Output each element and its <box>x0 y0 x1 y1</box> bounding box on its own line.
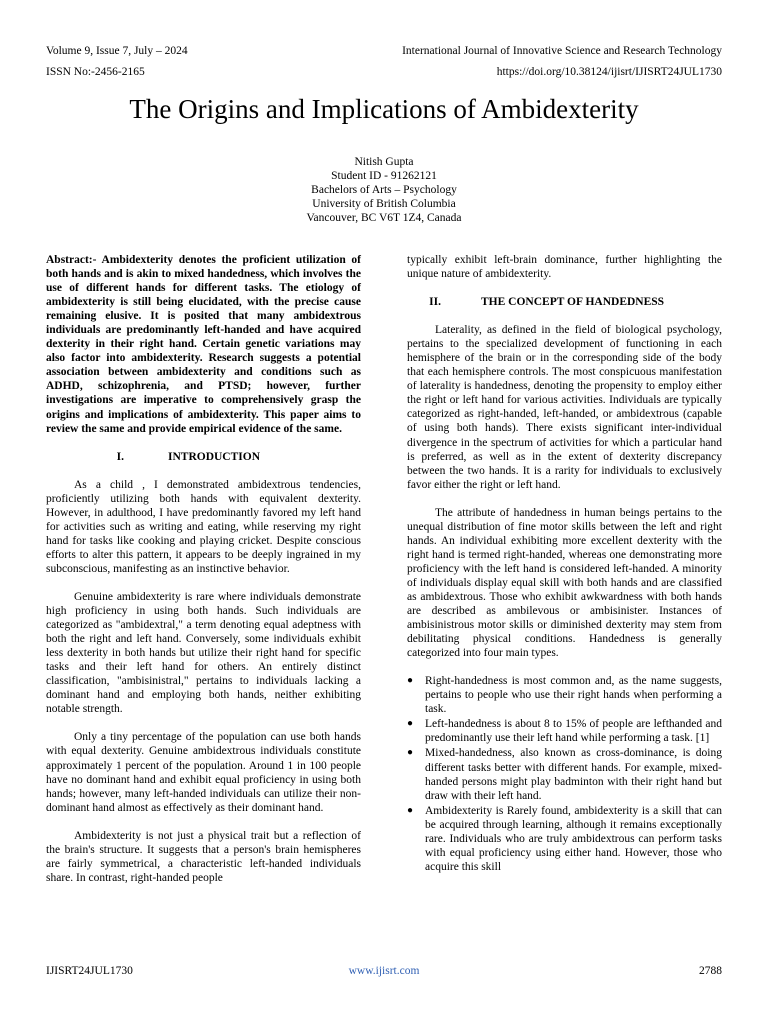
paragraph: As a child , I demonstrated ambidextrous tendencies, proficiently utilizing both hands with equivalent dexterity. However, in adulthood, I have predominantly favored my left hand for activities such as writing and eating, while reserving my right hand for tasks like cooking and playing cricket. Despite conscious efforts to alter this pattern, it appears to be deeply ingrained in my subconscious, manifesting as an instinctive behavior. <box>46 478 361 575</box>
list-item <box>407 804 722 874</box>
bullet-icon: ● <box>407 804 414 816</box>
author-block <box>0 155 768 225</box>
doi-link[interactable]: https://doi.org/10.38124/ijisrt/IJISRT24JUL1730 <box>496 66 722 78</box>
section-title: THE CONCEPT OF HANDEDNESS <box>481 296 665 309</box>
footer-website-link[interactable]: www.ijisrt.com <box>348 965 420 977</box>
paragraph: The attribute of handedness in human beings pertains to the unequal distribution of fine motor skills between the left and right hands. An individual exhibiting more excellent dexterity with the right hand is termed right-handed, whereas one demonstrating more proficiency with the left hand is considered left-handed. A minority of individuals display equal skill with both hands and are classified as ambidextrous. Those who exhibit awkwardness with both hands are described as ambilevous or ambisinister. Instances of ambisinistrous motor skills or diminished dexterity may stem from debilitating physical conditions. Handedness is generally categorized into four main types. <box>407 506 722 660</box>
section-title: INTRODUCTION <box>168 450 261 463</box>
list-item <box>407 674 722 716</box>
bullet-icon: ● <box>407 718 414 730</box>
left-column <box>46 253 361 899</box>
paragraph: Laterality, as defined in the field of biological psychology, pertains to the specialized development of functioning in each hemisphere of the brain or in the corresponding side of the body that each hemisphere controls. The most conspicuous manifestation of laterality is handedness, denoting the propensity to employ either the right or left hand for various activities. Individuals are typically categorized as right-handed, left-handed, or ambidextrous (capable of using both hands). There exists significant inter-individual divergence in the spectrum of activities for which a particular hand is preferred, as well as in the extent of dexterity discrepancy between the two hands. It is a rarity for individuals to exclusively favor either the right or left hand. <box>407 324 722 491</box>
right-column <box>407 253 722 875</box>
section-heading-introduction <box>46 450 361 464</box>
paragraph: Only a tiny percentage of the population can use both hands with equal dexterity. Genuine ambidextrous individuals constitute approximately 1 percent of the population. Around 1 in 100 people have no dominant hand and exhibit equal proficiency in using both hands; however, many left-handed individuals can utilize their non-dominant hand almost as effectively as their dominant hand. <box>46 731 361 814</box>
bullet-icon: ● <box>407 747 414 759</box>
author-location: Vancouver, BC V6T 1Z4, Canada <box>306 212 462 224</box>
abstract: Abstract:- Ambidexterity denotes the proficient utilization of both hands and is akin to mixed handedness, which involves the use of different hands for different tasks. The etiology of ambidexterity is still being elucidated, with the precise cause remaining elusive. It is posited that many ambidextrous individuals are predominantly left-handed and have acquired dexterity in their right hand. Certain genetic variations may also factor into ambidexterity. Research suggests a potential association between ambidexterity and conditions such as ADHD, schizophrenia, and PTSD; however, further investigations are imperative to comprehensively grasp the origins and implications of ambidexterity. This paper aims to review the same and provide empirical evidence of the same. <box>46 254 361 435</box>
author-student-id: Student ID - 91262121 <box>331 170 437 182</box>
journal-name: International Journal of Innovative Science and Research Technology <box>402 45 722 57</box>
list-item-text: Right-handedness is most common and, as the name suggests, pertains to people who use their right hands when performing a task. <box>425 675 722 716</box>
list-item-text: Ambidexterity is Rarely found, ambidexterity is a skill that can be acquired through learning, although it remains exceptionally rare. Individuals who are truly ambidextrous can perform tasks with equal proficiency using either hand. However, those who acquire this skill <box>425 804 722 873</box>
paragraph: Genuine ambidexterity is rare where individuals demonstrate high proficiency in using both hands. Such individuals are categorized as "ambidextral," a term denoting equal adeptness with both the right and left hand. Conversely, some individuals exhibit less dexterity in both hands but utilize their right hand for specific tasks and their left hand for others. An entirely distinct classification, "ambisinistral," pertains to individuals lacking a dominant hand and employing both hands, neither exhibiting notable strength. <box>46 590 361 716</box>
author-name: Nitish Gupta <box>354 156 414 168</box>
paper-title: The Origins and Implications of Ambidexterity <box>129 94 639 124</box>
bullet-icon: ● <box>407 675 414 687</box>
volume-info: Volume 9, Issue 7, July – 2024 <box>46 45 188 57</box>
author-degree: Bachelors of Arts – Psychology <box>311 184 457 196</box>
section-number: I. <box>116 450 124 463</box>
list-item <box>407 717 722 745</box>
issn: ISSN No:-2456-2165 <box>46 66 145 78</box>
section-heading-handedness <box>407 295 722 309</box>
list-item <box>407 746 722 802</box>
paragraph: Ambidexterity is not just a physical trait but a reflection of the brain's structure. It suggests that a person's brain hemispheres are fairly symmetrical, a characteristic left-handed individuals share. In contrast, right-handed people <box>46 829 361 884</box>
list-item-text: Left-handedness is about 8 to 15% of people are lefthanded and predominantly use their left hand while performing a task. [1] <box>425 718 722 745</box>
section-number: II. <box>429 296 441 309</box>
footer-paper-code: IJISRT24JUL1730 <box>46 965 133 977</box>
handedness-types-list <box>407 674 722 874</box>
list-item-text: Mixed-handedness, also known as cross-dominance, is doing different tasks better with different hands. For example, mixed-handed persons might play badminton with their right hand but draw with their left hand. <box>425 747 722 802</box>
author-university: University of British Columbia <box>312 198 456 210</box>
paragraph: typically exhibit left-brain dominance, further highlighting the unique nature of ambidexterity. <box>407 254 722 281</box>
footer-page-number: 2788 <box>699 965 722 977</box>
